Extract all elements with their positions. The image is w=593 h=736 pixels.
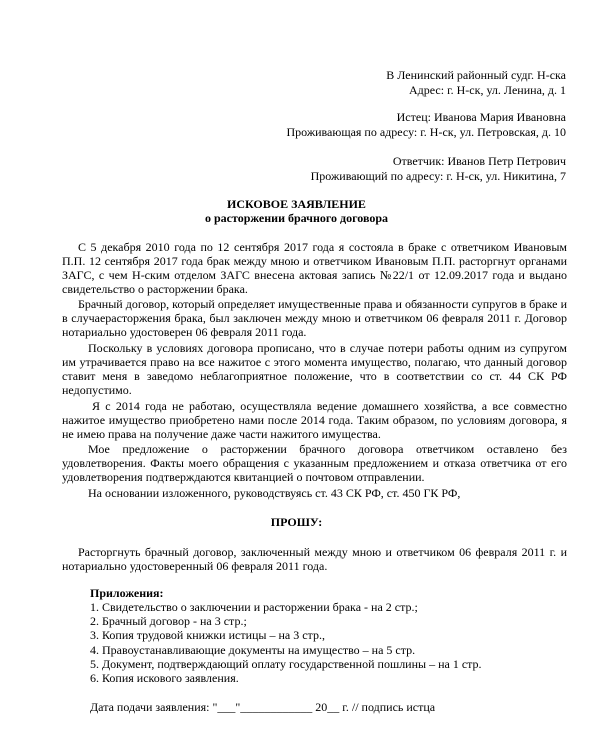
defendant-name: Ответчик: Иванов Петр Петрович <box>392 154 566 168</box>
attachment-item: 2. Брачный договор - на 3 стр.; <box>90 614 247 628</box>
plaintiff-name: Истец: Иванова Мария Ивановна <box>396 110 566 124</box>
filing-date-signature-line: Дата подачи заявления: "___"____________ 20__ г. // подпись истца <box>90 700 436 714</box>
attachment-item: 5. Документ, подтверждающий оплату государственной пошлины – на 1 стр. <box>90 657 482 671</box>
plaintiff-address: Проживающая по адресу: г. Н-ск, ул. Петровская, д. 10 <box>286 125 566 139</box>
body-paragraph-6: На основании изложенного, руководствуясь ст. 43 СК РФ, ст. 450 ГК РФ, <box>88 486 461 500</box>
attachments-title: Приложения: <box>90 586 164 600</box>
court-name: В Ленинский районный судг. Н-ска <box>386 68 566 82</box>
body-paragraph-4: Я с 2014 года не работаю, осуществляла ведение домашнего хозяйства, а все совместно нажитое имущество приобретено нами после 2014 года. Таким образом, по условиям договора, я не имею права на получение даже части нажитого имущества. <box>62 399 567 441</box>
attachment-item: 4. Правоустанавливающие документы на имущество – на 5 стр. <box>90 643 416 657</box>
court-address: Адрес: г. Н-ск, ул. Ленина, д. 1 <box>409 83 566 97</box>
prosu-heading: ПРОШУ: <box>270 515 323 529</box>
body-paragraph-1: С 5 декабря 2010 года по 12 сентября 2017 года я состояла в браке с ответчиком Ивановым П.П. 12 сентября 2017 года брак между мною и ответчиком Ивановым П.П. расторгнут органами ЗАГС, с чем Н-ским отделом ЗАГС внесена актовая запись №22/1 от 12.09.2017 года и выдано свидетельство о расторжении брака. <box>62 240 567 296</box>
body-paragraph-3: Поскольку в условиях договора прописано, что в случае потери работы одним из супругом им утрачивается право на все нажитое с этого момента имущество, полагаю, что данный договор ставит меня в заведомо неблагоприятное положение, что в соответствии со ст. 44 СК РФ недопустимо. <box>62 341 567 397</box>
defendant-address: Проживающий по адресу: г. Н-ск, ул. Никитина, 7 <box>310 169 566 183</box>
document-title: ИСКОВОЕ ЗАЯВЛЕНИЕ <box>227 197 366 211</box>
body-paragraph-2: Брачный договор, который определяет имущественные права и обязанности супругов в браке и в случаерасторжения брака, был заключен между мною и ответчиком 06 февраля 2011 г. Договор нотариально удостоверен 06 февраля 2011 года. <box>62 297 567 339</box>
attachment-item: 3. Копия трудовой книжки истицы – на 3 стр., <box>90 628 325 642</box>
body-paragraph-5: Мое предложение о расторжении брачного договора ответчиком оставлено без удовлетворения. Факты моего обращения с указанным предложением и отказа ответчика от его удовлетворения подтверждаются квитанцией о почтовом отправлении. <box>62 442 567 484</box>
attachment-item: 6. Копия искового заявления. <box>90 671 239 685</box>
request-paragraph: Расторгнуть брачный договор, заключенный между мною и ответчиком 06 февраля 2011 г. и нотариально удостоверенный 06 февраля 2011 года. <box>62 545 567 573</box>
document-subtitle: о расторжении брачного договора <box>204 211 389 225</box>
attachment-item: 1. Свидетельство о заключении и расторжении брака - на 2 стр.; <box>90 600 418 614</box>
